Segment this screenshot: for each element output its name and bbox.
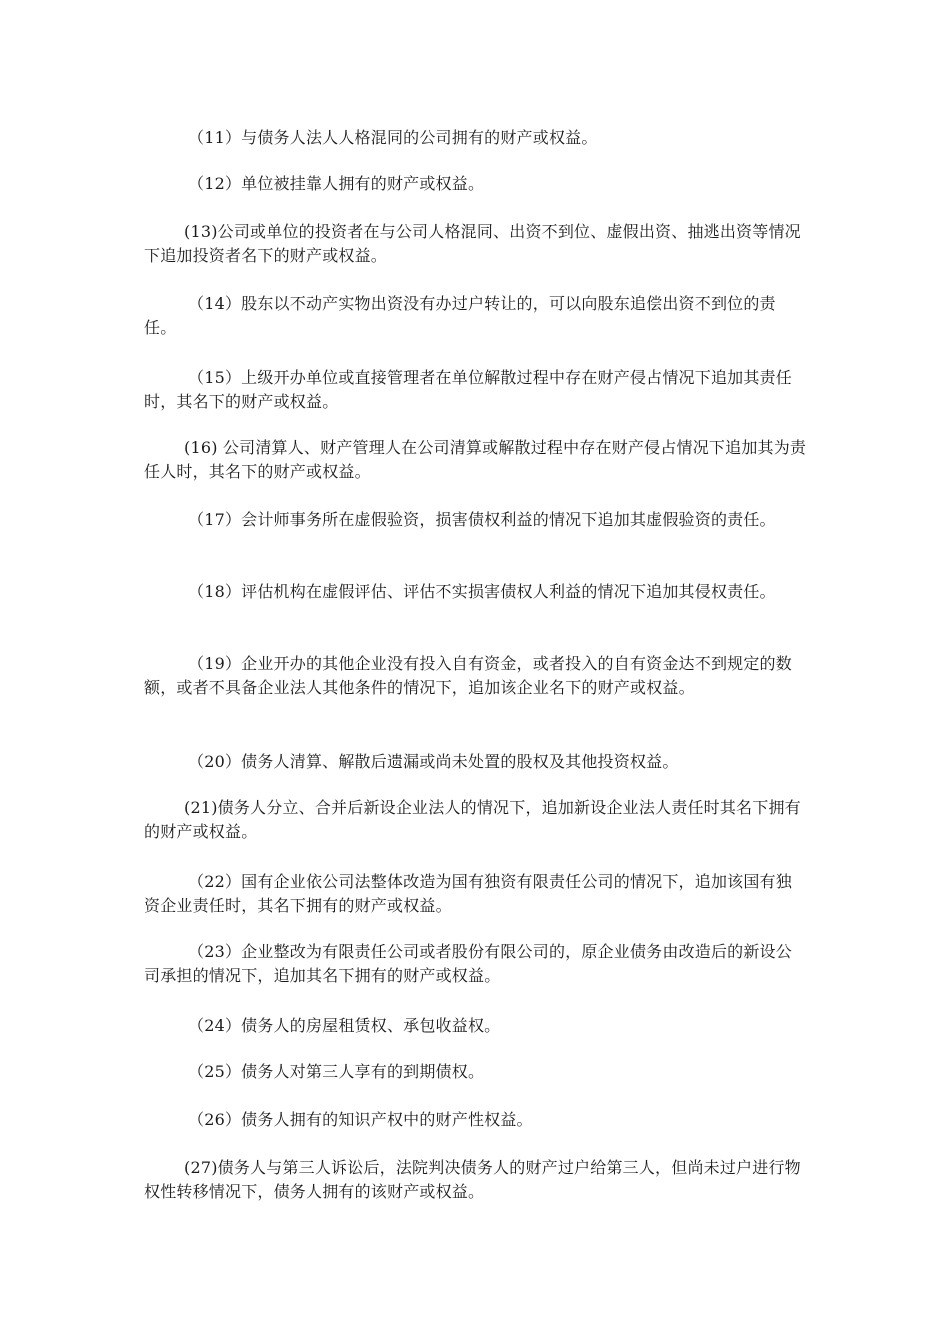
paragraph-item-18: （18）评估机构在虚假评估、评估不实损害债权人利益的情况下追加其侵权责任。	[188, 582, 776, 601]
paragraph-item-21: (21)债务人分立、合并后新设企业法人的情况下，追加新设企业法人责任时其名下拥有的财产或权益。	[144, 798, 801, 841]
paragraph-item-17: （17）会计师事务所在虚假验资，损害债权利益的情况下追加其虚假验资的责任。	[188, 510, 776, 529]
paragraph-item-22: （22）国有企业依公司法整体改造为国有独资有限责任公司的情况下，追加该国有独资企业责任时，其名下拥有的财产或权益。	[144, 872, 792, 915]
paragraph-item-15: （15）上级开办单位或直接管理者在单位解散过程中存在财产侵占情况下追加其责任时，其名下的财产或权益。	[144, 368, 792, 411]
paragraph-item-11: （11）与债务人法人人格混同的公司拥有的财产或权益。	[188, 128, 598, 147]
paragraph-item-27: (27)债务人与第三人诉讼后，法院判决债务人的财产过户给第三人，但尚未过户进行物权性转移情况下，债务人拥有的该财产或权益。	[144, 1158, 801, 1201]
paragraph-item-16: (16) 公司清算人、财产管理人在公司清算或解散过程中存在财产侵占情况下追加其为责任人时，其名下的财产或权益。	[144, 438, 807, 481]
paragraph-item-20: （20）债务人清算、解散后遗漏或尚未处置的股权及其他投资权益。	[188, 752, 679, 771]
paragraph-item-26: （26）债务人拥有的知识产权中的财产性权益。	[188, 1110, 533, 1129]
paragraph-item-25: （25）债务人对第三人享有的到期债权。	[188, 1062, 485, 1081]
paragraph-item-12: （12）单位被挂靠人拥有的财产或权益。	[188, 174, 485, 193]
paragraph-item-13: (13)公司或单位的投资者在与公司人格混同、出资不到位、虚假出资、抽逃出资等情况下追加投资者名下的财产或权益。	[144, 222, 801, 265]
paragraph-item-23: （23）企业整改为有限责任公司或者股份有限公司的，原企业债务由改造后的新设公司承担的情况下，追加其名下拥有的财产或权益。	[144, 942, 792, 985]
paragraph-item-24: （24）债务人的房屋租赁权、承包收益权。	[188, 1016, 501, 1035]
paragraph-item-14: （14）股东以不动产实物出资没有办过户转让的，可以向股东追偿出资不到位的责任。	[144, 294, 776, 337]
paragraph-item-19: （19）企业开办的其他企业没有投入自有资金，或者投入的自有资金达不到规定的数额，或者不具备企业法人其他条件的情况下，追加该企业名下的财产或权益。	[144, 654, 792, 697]
